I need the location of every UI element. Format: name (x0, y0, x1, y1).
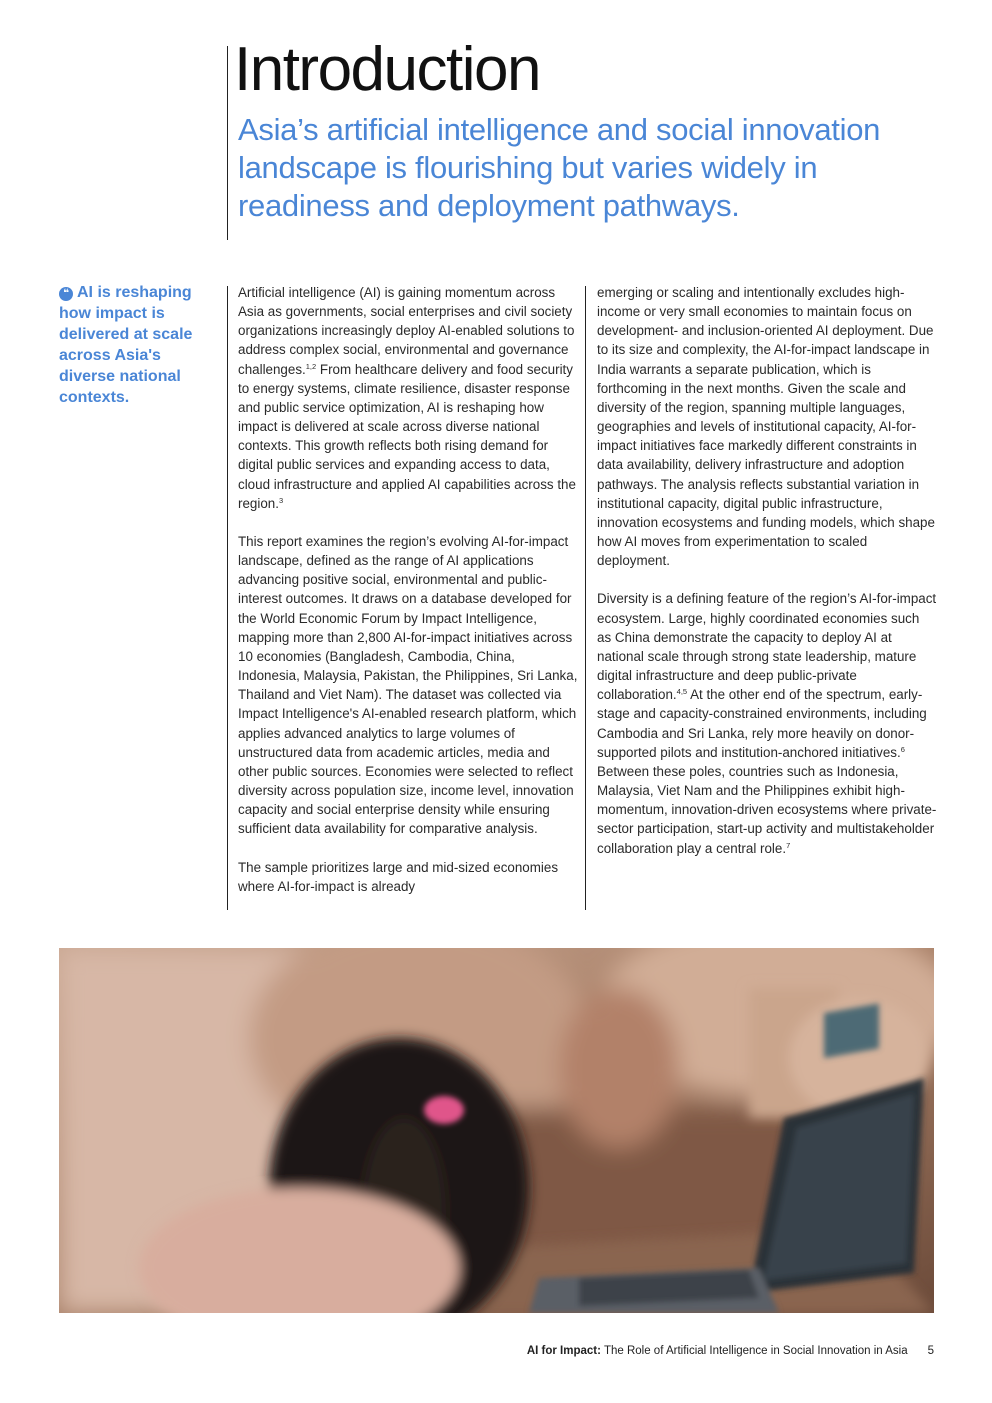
footnote-ref[interactable]: 3 (278, 495, 284, 505)
body-paragraph (238, 283, 578, 513)
page-number: 5 (927, 1345, 934, 1357)
footnote-ref[interactable]: 7 (786, 840, 791, 850)
footnote-ref[interactable]: 4,5 (676, 687, 688, 697)
footer-report-title: The Role of Artificial Intelligence in Social Innovation in Asia (600, 1345, 908, 1357)
body-column-right (597, 283, 937, 858)
body-paragraph: emerging or scaling and intentionally excludes high-income or very small economies to maintain focus on development- and inclusion-oriented AI deployment. Due to its size and complexity, the AI-for-impact landscape in India warrants a separate publication, which is forthcoming in the next months. Given the scale and diversity of the region, spanning multiple languages, geographies and levels of institutional capacity, AI-for-impact initiatives face markedly different constraints in data availability, delivery infrastructure and adoption pathways. The analysis reflects substantial variation in institutional capacity, digital public infrastructure, innovation ecosystems and funding models, which shape how AI moves from experimentation to scaled deployment. (597, 285, 935, 569)
footnote-ref[interactable]: 6 (900, 744, 905, 754)
body-paragraph (597, 589, 937, 857)
body-paragraph: This report examines the region’s evolving AI-for-impact landscape, defined as the range of AI applications advancing positive social, environmental and public-interest outcomes. It draws on a database developed for the World Economic Forum by Impact Intelligence, mapping more than 2,800 AI-for-impact initiatives across 10 economies (Bangladesh, Cambodia, China, Indonesia, Malaysia, Pakistan, the Philippines, Sri Lanka, Thailand and Viet Nam). The dataset was collected via Impact Intelligence's AI-enabled research platform, which applies advanced analytics to large volumes of unstructured data from academic articles, media and other public sources. Economies were selected to reflect diversity across population size, income level, innovation capacity and social enterprise density while ensuring sufficient data availability for comparative analysis. (238, 534, 578, 837)
pull-quote-text: AI is reshaping how impact is delivered at scale across Asia's diverse national contexts. (59, 284, 193, 406)
body-paragraph: The sample prioritizes large and mid-sized economies where AI-for-impact is already (238, 859, 559, 894)
middle-column-rule (585, 286, 586, 910)
hair-tie (424, 1096, 464, 1124)
footer-report-title-bold: AI for Impact: (526, 1345, 601, 1357)
body-text: Diversity is a defining feature of the region’s AI-for-impact ecosystem. Large, highly coordinated economies such as China demonstrate the capacity to deploy AI at national scale through strong state leadership, mature digital infrastructure and deep public-private collaboration. (597, 591, 937, 703)
page-title: Introduction (234, 35, 540, 104)
left-column-rule (227, 286, 228, 910)
title-vertical-rule (227, 46, 228, 240)
body-text: Between these poles, countries such as Indonesia, Malaysia, Viet Nam and the Philippines exhibit high-momentum, innovation-driven ecosystems where private-sector participation, start-up activity and multistakeholder collaboration play a central role. (597, 763, 937, 856)
footnote-ref[interactable]: 1,2 (305, 361, 317, 371)
page-subtitle: Asia’s artificial intelligence and social innovation landscape is flourishing but varies widely in readiness and deployment pathways. (238, 112, 881, 223)
body-text: From healthcare delivery and food security to energy systems, climate resilience, disaster response and public service optimization, AI is reshaping how impact is delivered at scale across diverse national contexts. This growth reflects both rising demand for digital public services and expanding access to data, cloud infrastructure and applied AI capabilities across the region. (238, 361, 576, 511)
body-text: Artificial intelligence (AI) is gaining momentum across Asia as governments, social enterprises and civil society organizations increasingly deploy AI-enabled solutions to address complex social, environmental and governance challenges. (238, 285, 575, 377)
body-text: At the other end of the spectrum, early-stage and capacity-constrained environments, including Cambodia and Sri Lanka, rely more heavily on donor-supported pilots and institution-anchored initiatives. (597, 687, 927, 760)
page-footer (527, 1345, 934, 1357)
pull-quote (59, 282, 211, 408)
body-column-left (238, 283, 578, 896)
classroom-photo (59, 948, 934, 1313)
quote-icon: ❝ (59, 287, 73, 301)
